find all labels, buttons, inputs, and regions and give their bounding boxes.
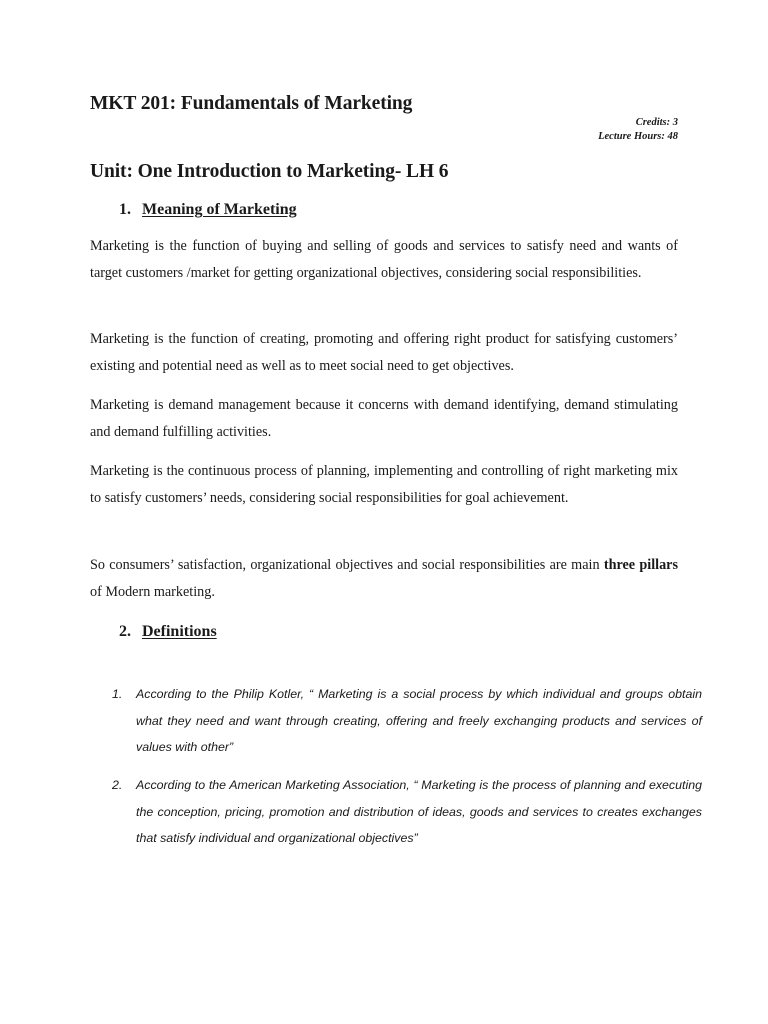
paragraph: Marketing is the function of buying and selling of goods and services to satisfy need and wants of target customers /market for getting organizational objectives, considering social responsibilities. (90, 238, 678, 281)
section-heading-meaning (119, 201, 297, 219)
section-title: Definitions (142, 623, 217, 640)
closing-text-bold: three pillars (603, 557, 678, 573)
definition-item-kotler (112, 681, 702, 761)
lecture-hours-label: Lecture Hours: 48 (598, 131, 678, 142)
course-title: MKT 201: Fundamentals of Marketing (90, 93, 413, 114)
closing-paragraph (90, 552, 678, 605)
closing-text-before: So consumers’ satisfaction, organizational objectives and social responsibilities are main (90, 557, 604, 573)
paragraph: Marketing is demand management because it concerns with demand identifying, demand stimulating and demand fulfilling activities. (90, 397, 678, 440)
list-number: 2. (112, 778, 123, 792)
definition-text: According to the American Marketing Association, “ Marketing is the process of planning and executing the conception, pricing, promotion and distribution of ideas, goods and services to creates exchanges that satisfy individual and organizational objectives” (136, 778, 702, 845)
unit-title: Unit: One Introduction to Marketing- LH 6 (90, 161, 449, 182)
course-meta (598, 116, 678, 144)
paragraph: Marketing is the continuous process of planning, implementing and controlling of right marketing mix to satisfy customers’ needs, considering social responsibilities for goal achievement. (90, 463, 678, 506)
list-number: 1. (112, 687, 123, 701)
closing-text-after: of Modern marketing. (90, 583, 215, 600)
section-heading-definitions (119, 623, 217, 641)
definition-item-ama (112, 772, 702, 852)
section-title: Meaning of Marketing (142, 201, 297, 218)
section-number: 1. (119, 201, 131, 218)
credits-label: Credits: 3 (635, 117, 678, 128)
paragraph: Marketing is the function of creating, promoting and offering right product for satisfying customers’ existing and potential need as well as to meet social need to get objectives. (90, 331, 678, 374)
section-number: 2. (119, 623, 131, 640)
definition-text: According to the Philip Kotler, “ Marketing is a social process by which individual and groups obtain what they need and want through creating, offering and freely exchanging products and services of values with other” (136, 687, 702, 754)
